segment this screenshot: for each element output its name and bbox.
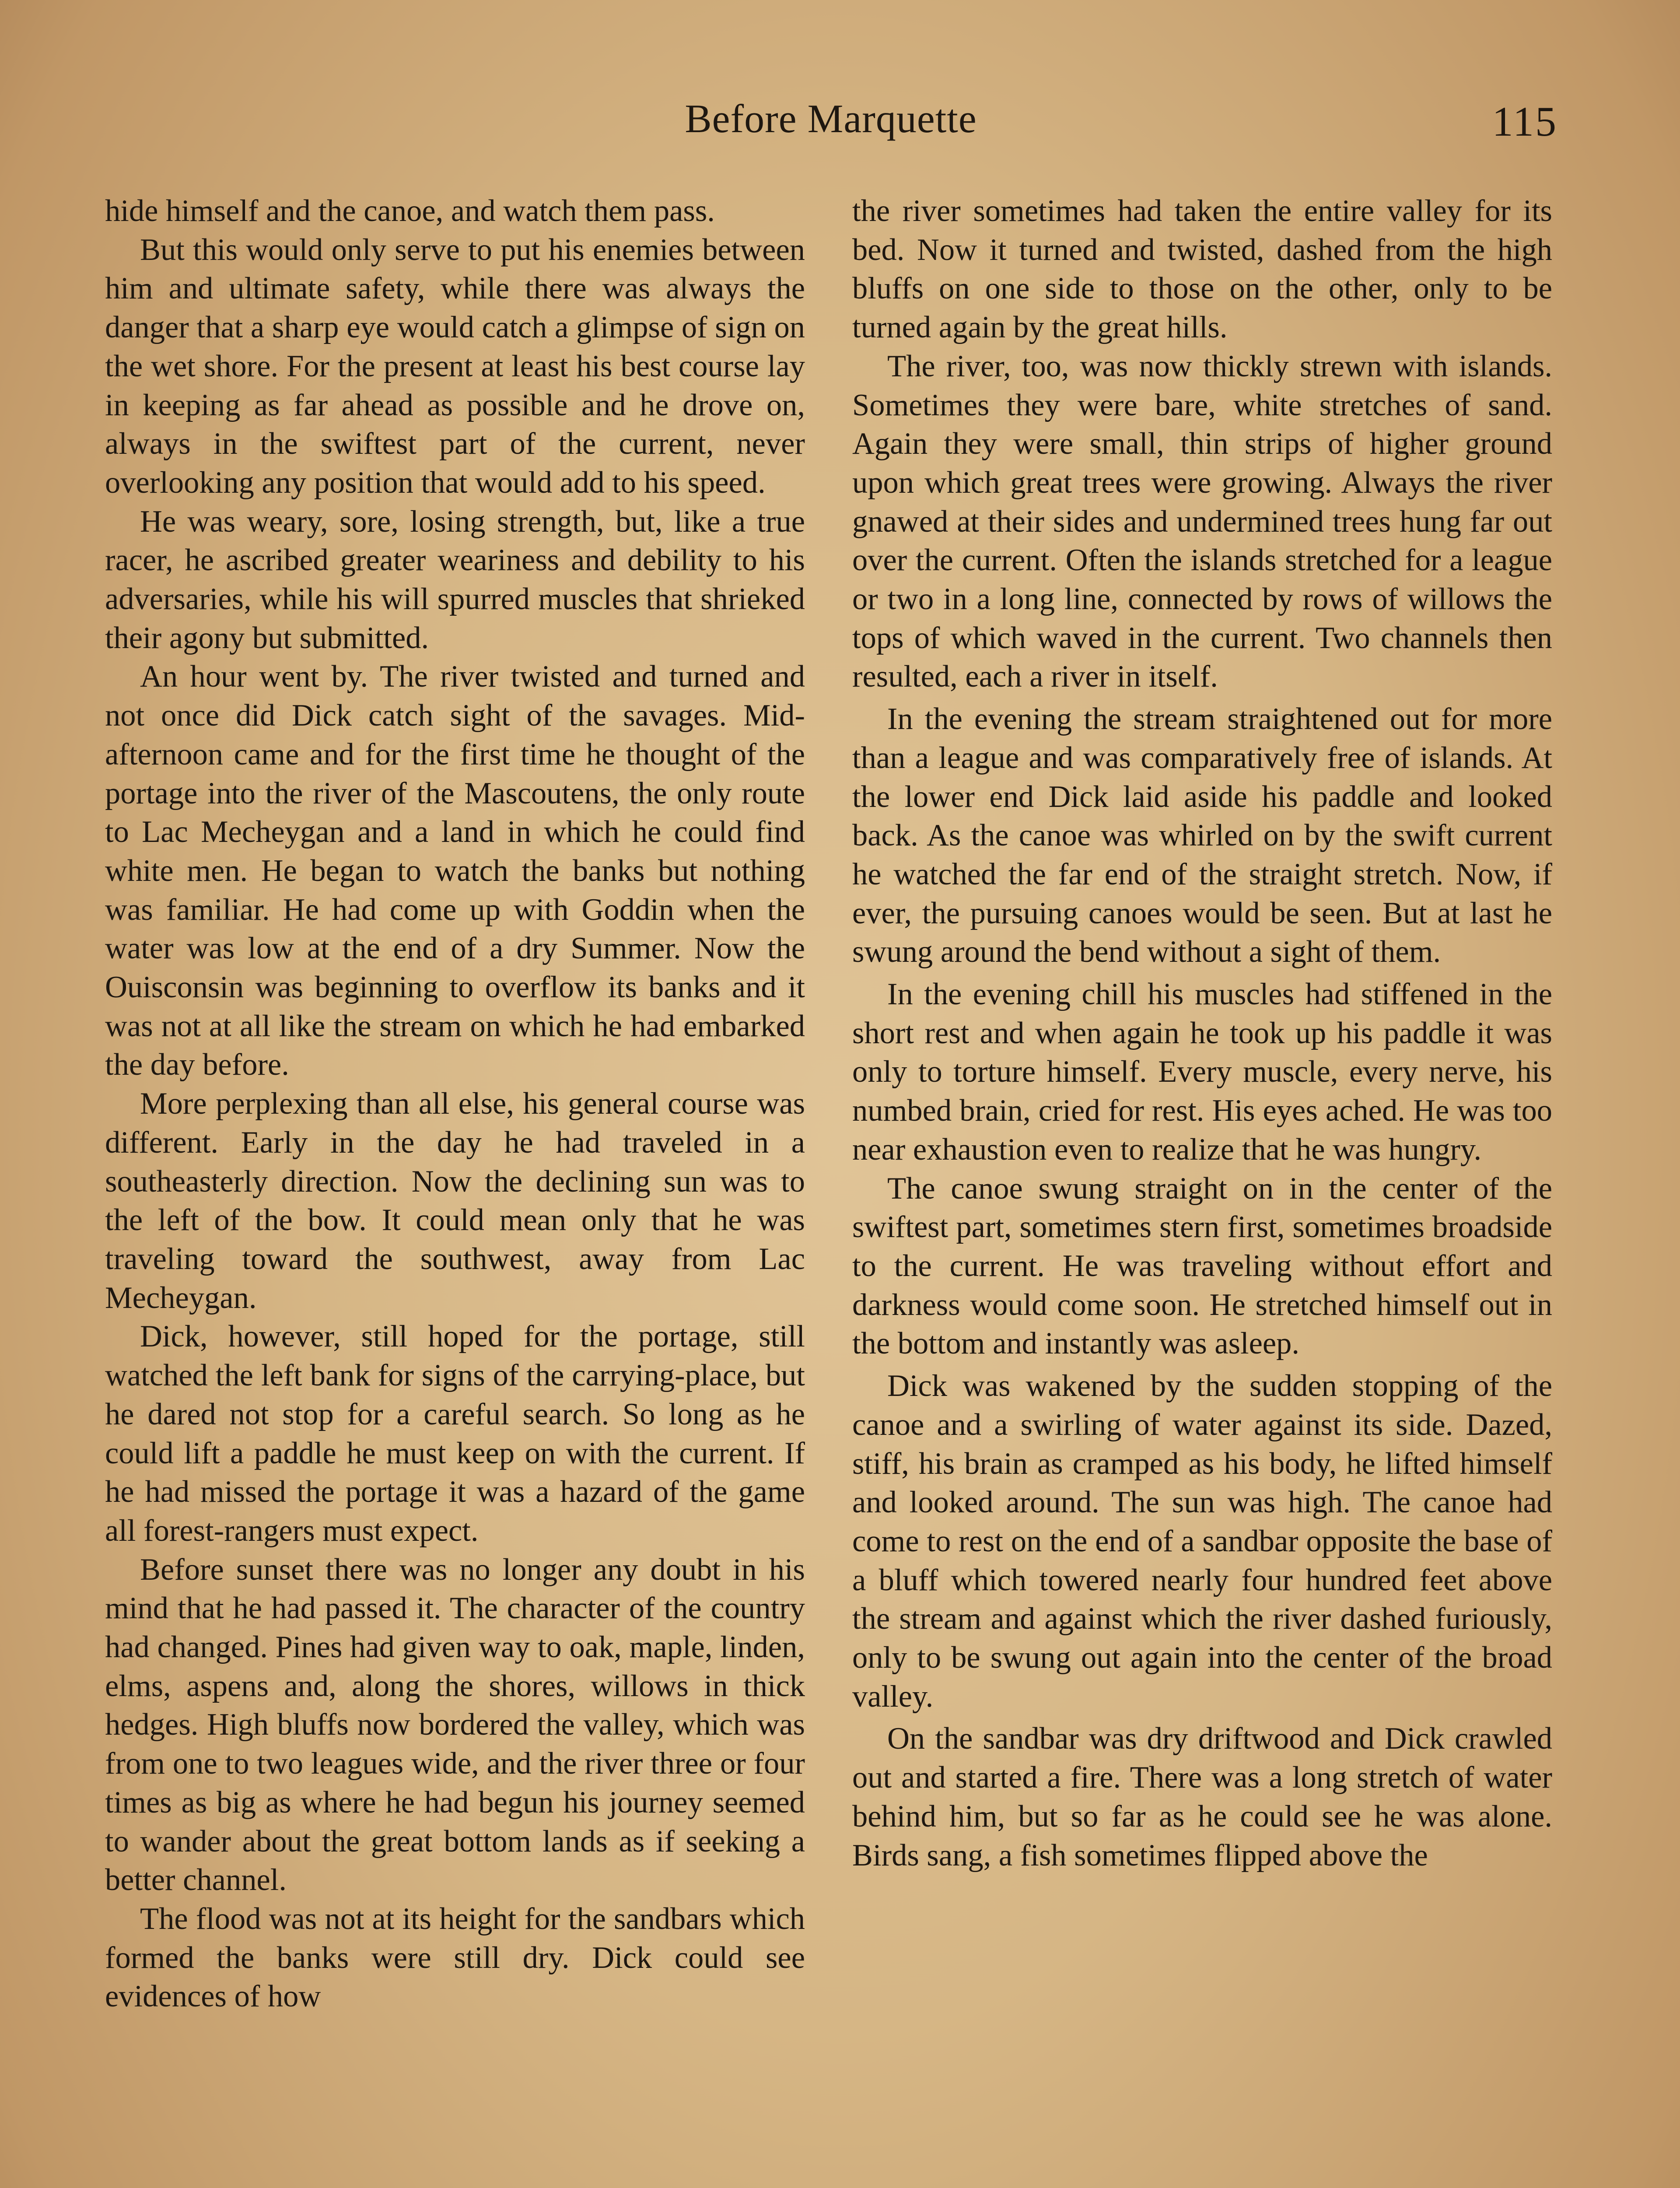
page-number: 115 bbox=[1492, 98, 1558, 145]
paragraph: In the evening the stream straightened out for more than a league and was comparatively free of islands. At the lower end Dick laid aside his paddle and looked back. As the canoe was whirled on by the swift current he watched the far end of the straight stretch. Now, if ever, the pursuing canoes would be seen. But at last he swung around the bend without a sight of them. bbox=[852, 702, 1552, 969]
left-column bbox=[105, 192, 805, 2016]
paragraph: More perplexing than all else, his general course was different. Early in the day he had traveled in a southeasterly direction. Now the declining sun was to the left of the bow. It could mean only that he was traveling toward the southwest, away from Lac Mecheygan. bbox=[105, 1087, 805, 1315]
paragraph: On the sandbar was dry driftwood and Dick crawled out and started a fire. There was a long stretch of water behind him, but so far as he could see he was alone. Birds sang, a fish sometimes flipped above the bbox=[852, 1722, 1552, 1872]
paragraph: An hour went by. The river twisted and turned and not once did Dick catch sight of the savages. Mid-afternoon came and for the first time he thought of the portage into the river of the Mascoutens, the only route to Lac Mecheygan and a land in which he could find white men. He began to watch the banks but nothing was familiar. He had come up with Goddin when the water was low at the end of a dry Summer. Now the Ouisconsin was beginning to overflow its banks and it was not at all like the stream on which he had embarked the day before. bbox=[105, 659, 805, 1082]
paragraph: In the evening chill his muscles had stiffened in the short rest and when again he took up his paddle it was only to torture himself. Every muscle, every nerve, his numbed brain, cried for rest. His eyes ached. He was too near exhaustion even to realize that he was hungry. bbox=[852, 977, 1552, 1167]
paragraph: He was weary, sore, losing strength, but, like a true racer, he ascribed greater weariness and debility to his adversaries, while his will spurred muscles that shrieked their agony but submitted. bbox=[105, 504, 805, 655]
paragraph: the river sometimes had taken the entire valley for its bed. Now it turned and twisted, dashed from the high bluffs on one side to those on the other, only to be turned again by the great hills. bbox=[852, 194, 1552, 345]
paragraph: hide himself and the canoe, and watch them pass. bbox=[105, 194, 715, 228]
paragraph: But this would only serve to put his enemies between him and ultimate safety, while there was always the danger that a sharp eye would catch a glimpse of sign on the wet shore. For the present at least his best course lay in keeping as far ahead as possible and he drove on, always in the swiftest part of the current, never overlooking any position that would add to his speed. bbox=[105, 232, 805, 500]
paragraph: The river, too, was now thickly strewn with islands. Sometimes they were bare, white stretches of sand. Again they were small, thin strips of higher ground upon which great trees were growing. Always the river gnawed at their sides and undermined trees hung far out over the current. Often the islands stretched for a league or two in a long line, connected by rows of willows the tops of which waved in the current. Two channels then resulted, each a river in itself. bbox=[852, 349, 1552, 694]
paragraph: The canoe swung straight on in the center of the swiftest part, sometimes stern first, sometimes broadside to the current. He was traveling without effort and darkness would come soon. He stretched himself out in the bottom and instantly was asleep. bbox=[852, 1171, 1552, 1361]
paragraph: Before sunset there was no longer any doubt in his mind that he had passed it. The character of the country had changed. Pines had given way to oak, maple, linden, elms, aspens and, along the shores, willows in thick hedges. High bluffs now bordered the valley, which was from one to two leagues wide, and the river three or four times as big as where he had begun his journey seemed to wander about the great bottom lands as if seeking a better channel. bbox=[105, 1552, 805, 1897]
paragraph: The flood was not at its height for the sandbars which formed the banks were still dry. Dick could see evidences of how bbox=[105, 1901, 805, 2014]
running-title: Before Marquette bbox=[685, 96, 977, 141]
paragraph: Dick was wakened by the sudden stopping of the canoe and a swirling of water against its side. Dazed, stiff, his brain as cramped as his body, he lifted himself and looked around. The sun was high. The canoe had come to rest on the end of a sandbar opposite the base of a bluff which towered nearly four hundred feet above the stream and against which the river dashed furiously, only to be swung out again into the center of the broad valley. bbox=[852, 1369, 1552, 1714]
paragraph: Dick, however, still hoped for the portage, still watched the left bank for signs of the carrying-place, but he dared not stop for a careful search. So long as he could lift a paddle he must keep on with the current. If he had missed the portage it was a hazard of the game all forest-rangers must expect. bbox=[105, 1319, 805, 1548]
page-header bbox=[104, 95, 1558, 152]
right-column bbox=[852, 192, 1552, 1875]
